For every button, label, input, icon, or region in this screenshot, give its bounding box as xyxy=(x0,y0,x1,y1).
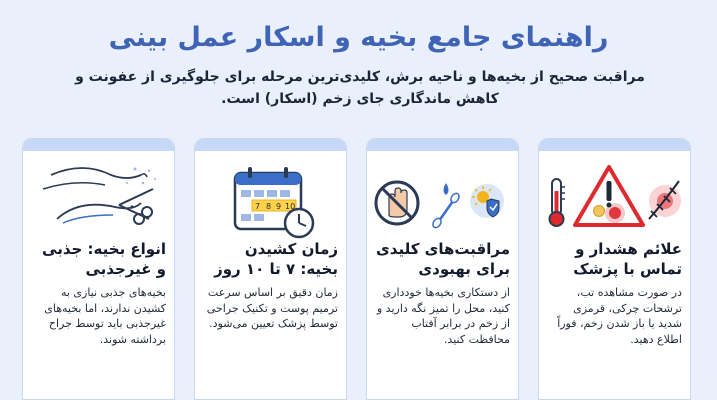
intro-text: مراقبت صحیح از بخیه‌ها و ناحیه برش، کلیدی‌ترین مرحله برای جلوگیری از عفونت و کاهش ماندگاری جای زخم (اسکار) است. xyxy=(75,69,645,107)
clock-icon xyxy=(285,209,313,237)
no-touch-hand-icon xyxy=(376,182,418,224)
inflamed-incision-icon xyxy=(649,181,681,219)
card-header-band xyxy=(23,139,174,151)
card-header-band xyxy=(367,139,518,151)
card-title: انواع بخیه: جذبی و غیرجذبی xyxy=(42,240,166,278)
calendar-day-label: 7 xyxy=(255,202,261,211)
calendar-day-label: 8 xyxy=(266,202,272,211)
page-title: راهنمای جامع بخیه و اسکار عمل بینی xyxy=(108,22,609,53)
warning-triangle-icon xyxy=(575,167,643,225)
card-title: علائم هشدار و تماس با پزشک xyxy=(573,240,682,278)
calendar-day-label: 9 xyxy=(276,202,282,211)
card-key-care xyxy=(366,138,519,400)
card-description: زمان دقیق بر اساس سرعت ترمیم پوست و تکنیک جراحی توسط پزشک تعیین می‌شود. xyxy=(206,286,338,330)
thermometer-icon xyxy=(550,179,566,226)
card-title: زمان کشیدن بخیه: ۷ تا ۱۰ روز xyxy=(214,240,338,278)
card-description: در صورت مشاهده تب، ترشحات چرکی، قرمزی شدید یا باز شدن زخم، فوراً اطلاع دهید. xyxy=(557,286,682,346)
cotton-swab-icon xyxy=(431,183,460,229)
card-warning-signs xyxy=(538,138,691,400)
card-title: مراقبت‌های کلیدی برای بهبودی xyxy=(376,240,510,278)
calendar-day-label: 10 xyxy=(285,202,296,211)
card-header-band xyxy=(539,139,690,151)
card-header-band xyxy=(195,139,346,151)
card-suture-types xyxy=(22,138,175,400)
sun-shield-icon xyxy=(470,184,504,218)
card-description: بخیه‌های جذبی نیازی به کشیدن ندارند، اما بخیه‌های غیرجذبی باید توسط جراح برداشته شوند. xyxy=(44,286,166,346)
card-description: از دستکاری بخیه‌ها خودداری کنید، محل را تمیز نگه دارید و از زخم در برابر آفتاب محافظت کنید. xyxy=(376,286,510,346)
card-removal-time xyxy=(194,138,347,400)
